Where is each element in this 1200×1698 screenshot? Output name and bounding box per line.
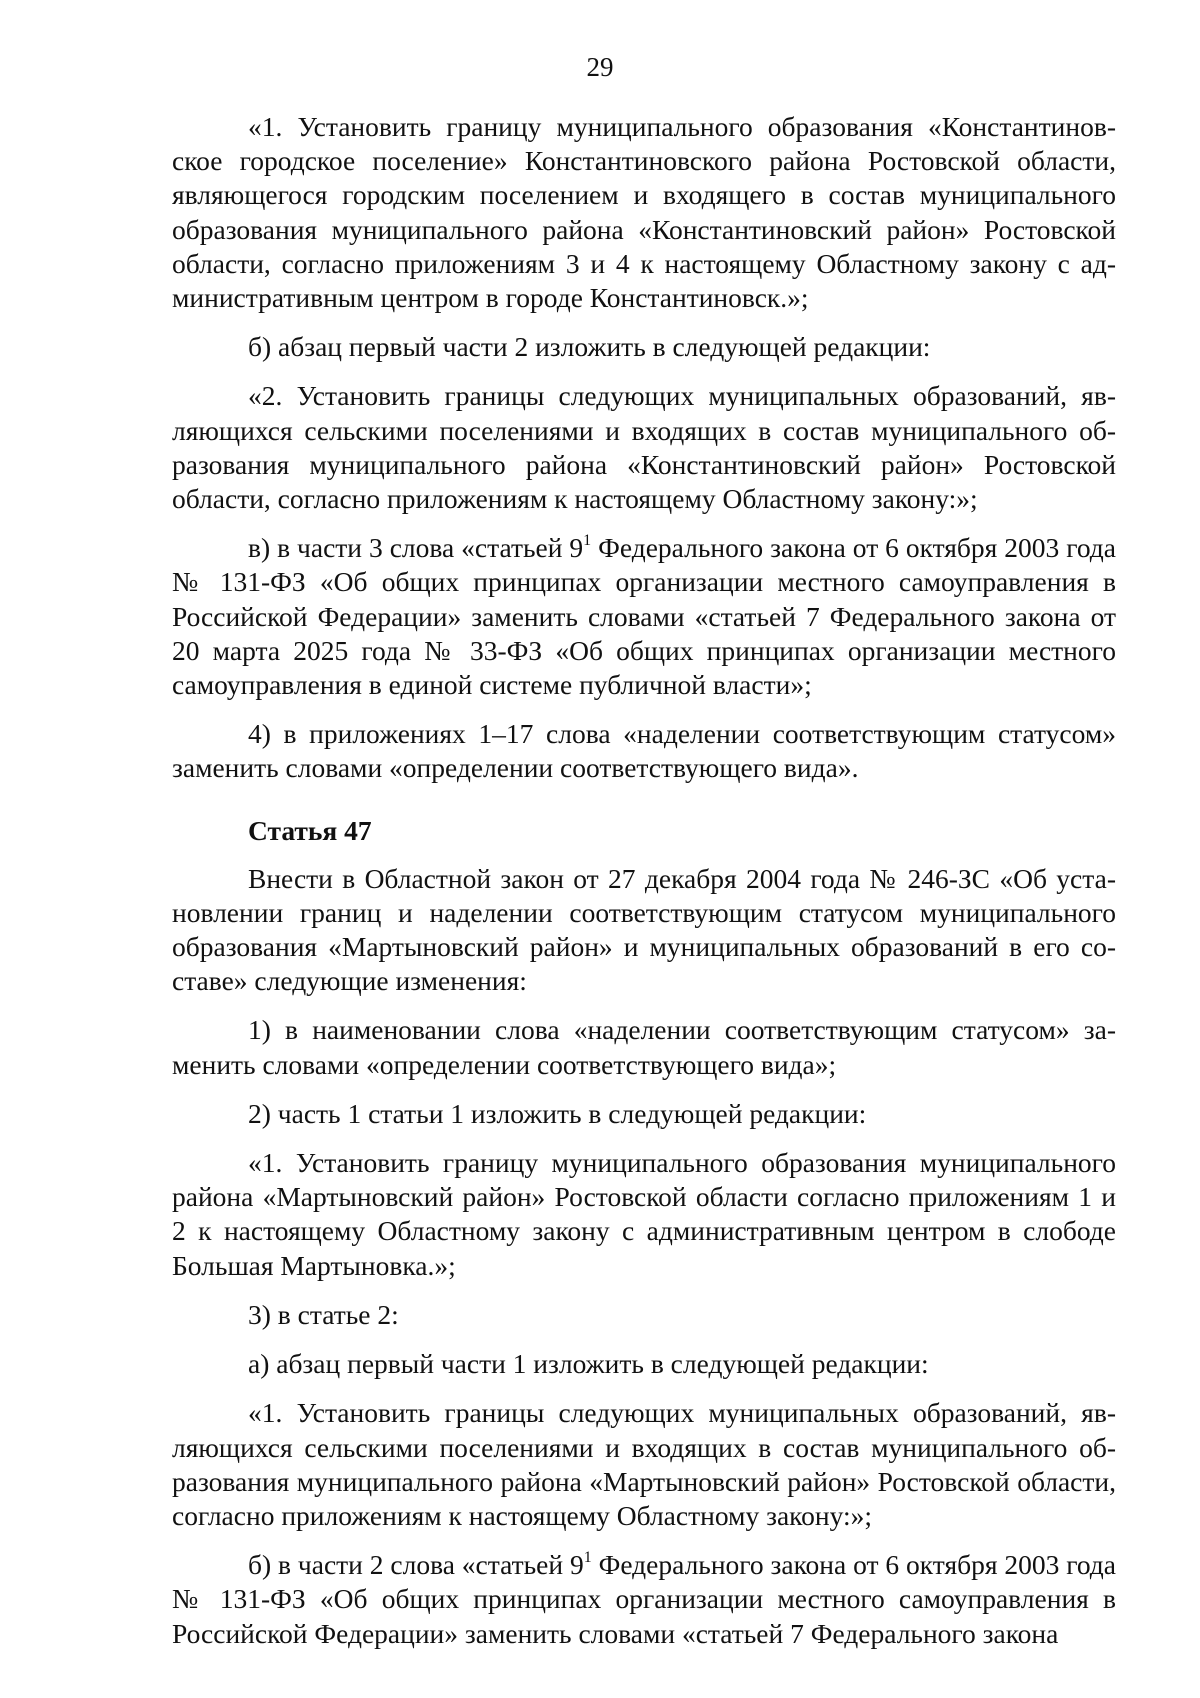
superscript: 1 [583,532,592,550]
paragraph-item-3b [172,1548,1116,1651]
article-heading: Статья 47 [248,814,372,846]
text-run: в) в части 3 слова «статьей 9 [248,532,584,564]
document-body [172,110,1116,1666]
paragraph-rural-settlements: «2. Установить границы следующих муниципальных образований, являющихся сельскими поселениями и входящих в состав муниципального образования муниципального района «Константиновский район» Ростовской области, согласно приложениям к настоящему Областному закону:»; [172,380,1116,515]
text-run: Федерального закона от 6 октября 2003 года № 131-ФЗ «Об общих принципах организации местного самоуправления в Российской Федерации» заменить словами «статьей 7 Федерального закона [172,1549,1117,1649]
superscript: 1 [583,1549,592,1567]
page-number: 29 [586,52,614,82]
paragraph-article-intro: Внести в Областной закон от 27 декабря 2004 года № 246-ЗС «Об установлении границ и наделении соответствующим статусом муниципального образования «Мартыновский район» и муниципальных образований в его составе» следующие изменения: [172,862,1116,997]
paragraph-item-3a: а) абзац первый части 1 изложить в следующей редакции: [248,1348,929,1380]
text-run: Федерального закона от 6 октября 2003 года № 131-ФЗ «Об общих принципах организации местного самоуправления в Российской Федерации» заменить словами «статьей 7 Федерального закона от 20 марта 2025 года № 33-ФЗ «Об общих принципах организации местного самоуправления в единой системе публичной власти»; [172,532,1116,701]
paragraph-amend-part-3 [172,531,1116,702]
paragraph-district-border: «1. Установить границу муниципального образования муниципального района «Мартыновский район» Ростовской области согласно приложениям 1 и 2 к настоящему Областному закону с административным центром в слободе Большая Мартыновка.»; [172,1147,1116,1281]
paragraph-item-2: 2) часть 1 статьи 1 изложить в следующей редакции: [248,1097,867,1129]
paragraph-item-3: 3) в статье 2: [248,1298,399,1330]
paragraph-amend-part-2: б) абзац первый части 2 изложить в следующей редакции: [248,331,931,363]
paragraph-appendices: 4) в приложениях 1–17 слова «наделении соответствующим статусом» заменить словами «определении соответствующего вида». [172,718,1116,784]
paragraph-rural-settlements-2: «1. Установить границы следующих муниципальных образований, являющихся сельскими поселениями и входящих в состав муниципального образования муниципального района «Мартыновский район» Ростовской области, согласно приложениям к настоящему Областному закону:»; [172,1397,1116,1531]
paragraph-settlement-border: «1. Установить границу муниципального образования «Константиновское городское поселение» Константиновского района Ростовской области, являющегося городским поселением и входящего в состав муниципального образования муниципального района «Константиновский район» Ростовской области, согласно приложениям 3 и 4 к настоящему Областному закону с административным центром в городе Константиновск.»; [172,111,1116,314]
paragraph-item-1: 1) в наименовании слова «наделении соответствующим статусом» заменить словами «определении соответствующего вида»; [172,1014,1116,1080]
text-run: б) в части 2 слова «статьей 9 [248,1549,584,1581]
